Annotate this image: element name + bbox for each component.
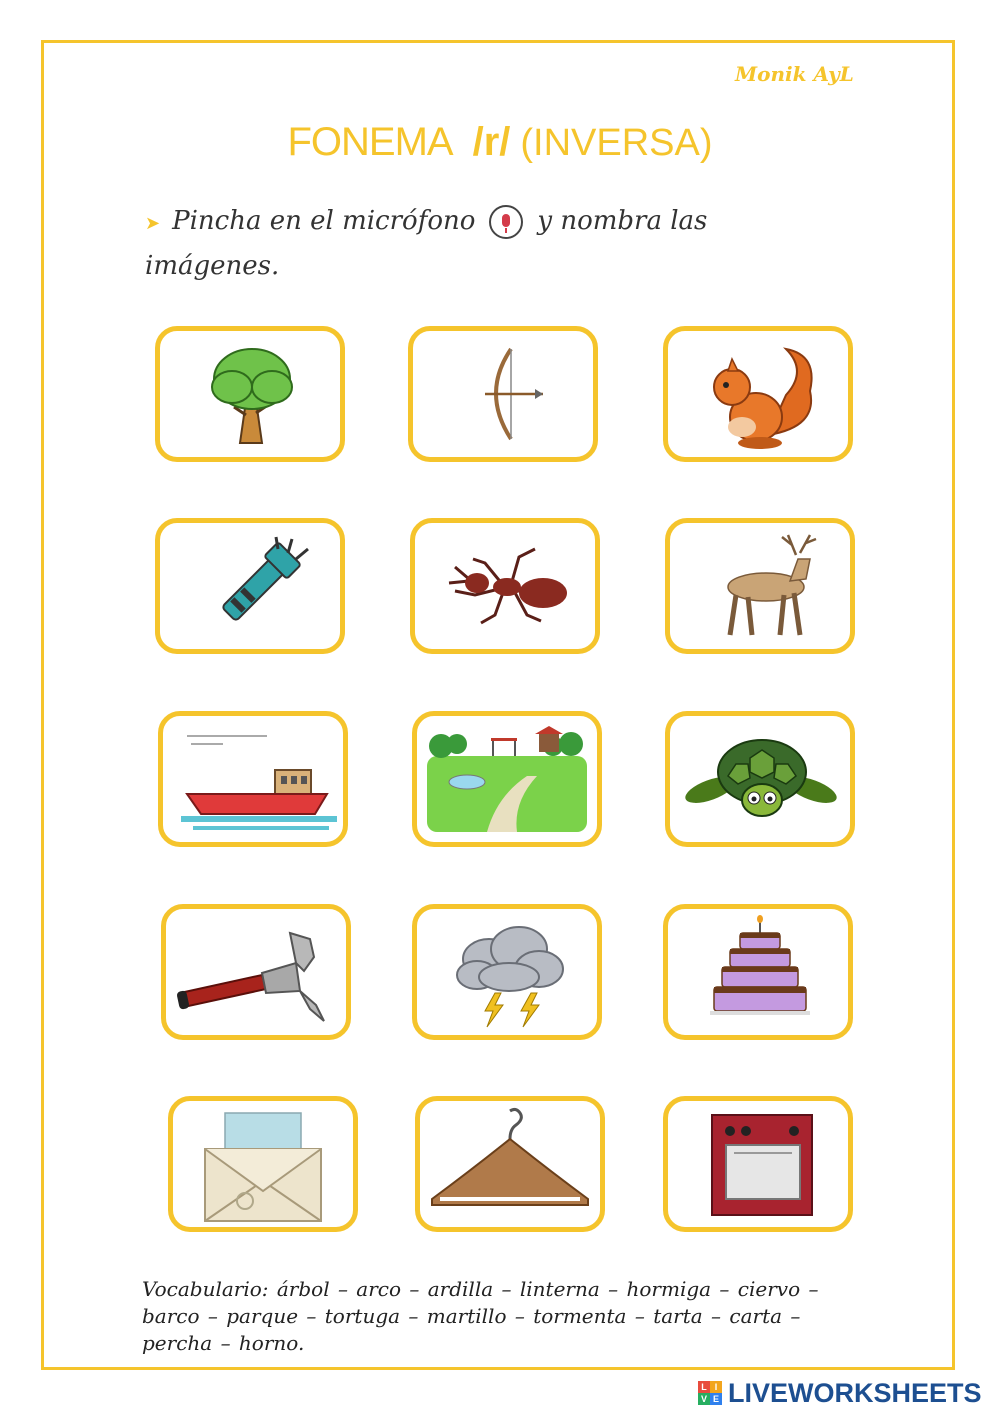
card-storm[interactable]: [412, 904, 602, 1040]
hanger-icon: [420, 1101, 600, 1227]
storm-icon: [417, 909, 597, 1035]
page-title: [0, 120, 1000, 165]
author-signature: Monik AyL: [735, 62, 854, 86]
hammer-icon: [166, 909, 346, 1035]
bullet-arrow-icon: ➤: [145, 213, 161, 234]
card-deer[interactable]: [665, 518, 855, 654]
card-boat[interactable]: [158, 711, 348, 847]
card-ant[interactable]: [410, 518, 600, 654]
title-suffix: (INVERSA): [520, 122, 713, 164]
flashlight-icon: [160, 523, 340, 649]
instruction-part2: y nombra las imágenes.: [145, 206, 708, 281]
instruction-part1: Pincha en el micrófono: [172, 206, 476, 236]
card-bow[interactable]: [408, 326, 598, 462]
card-hammer[interactable]: [161, 904, 351, 1040]
turtle-icon: [670, 716, 850, 842]
tree-icon: [160, 331, 340, 457]
card-tree[interactable]: [155, 326, 345, 462]
cake-icon: [668, 909, 848, 1035]
ant-icon: [415, 523, 595, 649]
liveworksheets-brand: [698, 1378, 982, 1408]
boat-icon: [163, 716, 343, 842]
instruction: [145, 200, 825, 287]
vocabulary-text: Vocabulario: árbol – arco – ardilla – linterna – hormiga – ciervo – barco – parque – tortuga – martillo – tormenta – tarta – carta – percha – horno.: [142, 1277, 819, 1355]
card-letter[interactable]: [168, 1096, 358, 1232]
card-cake[interactable]: [663, 904, 853, 1040]
squirrel-icon: [668, 331, 848, 457]
card-squirrel[interactable]: [663, 326, 853, 462]
card-flashlight[interactable]: [155, 518, 345, 654]
liveworksheets-logo-icon: L I V E: [698, 1381, 722, 1405]
card-park[interactable]: [412, 711, 602, 847]
title-prefix: FONEMA: [287, 120, 453, 164]
letter-icon: [173, 1101, 353, 1227]
deer-icon: [670, 523, 850, 649]
microphone-button[interactable]: [489, 205, 523, 239]
card-turtle[interactable]: [665, 711, 855, 847]
card-oven[interactable]: [663, 1096, 853, 1232]
bow-arrow-icon: [413, 331, 593, 457]
oven-icon: [668, 1101, 848, 1227]
liveworksheets-wordmark: LIVEWORKSHEETS: [728, 1377, 982, 1408]
card-hanger[interactable]: [415, 1096, 605, 1232]
park-icon: [417, 716, 597, 842]
title-phoneme: /r/: [472, 120, 511, 164]
